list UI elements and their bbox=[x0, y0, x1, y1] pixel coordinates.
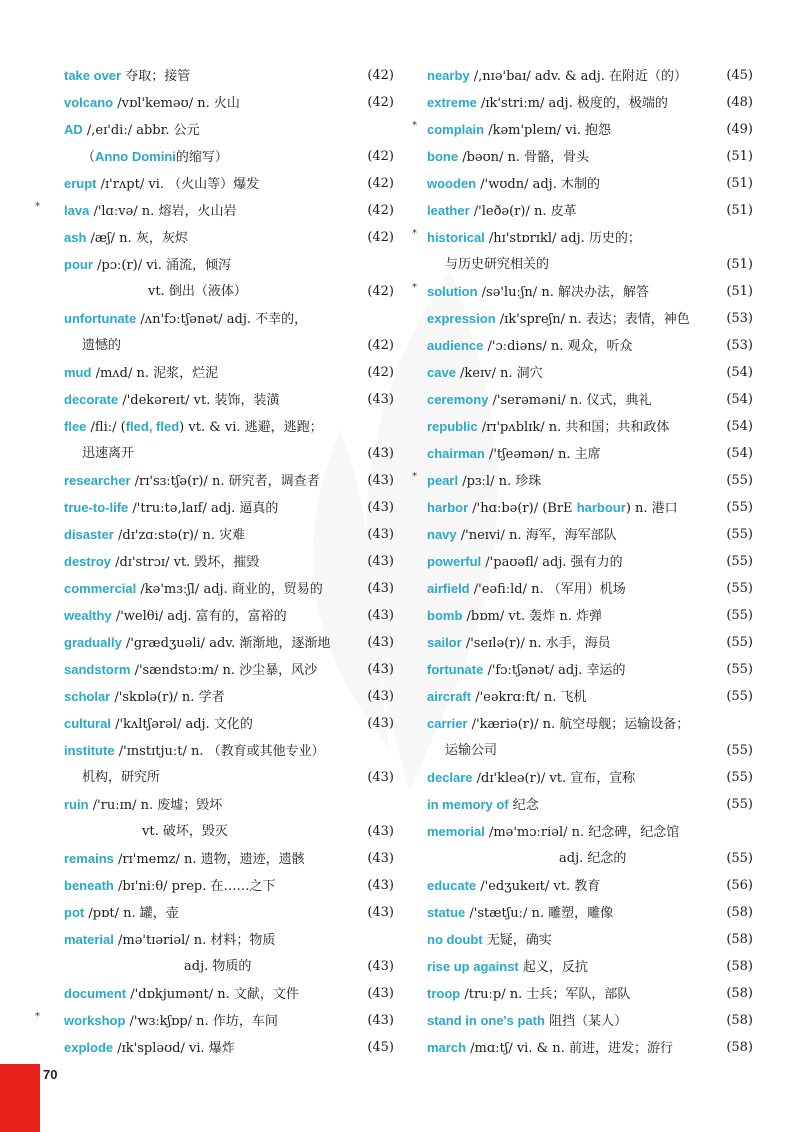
entry-definition: /'stætʃuː/ n. 雕塑，雕像 bbox=[465, 906, 614, 921]
page-reference: (42) bbox=[367, 338, 394, 353]
page-reference: (43) bbox=[367, 689, 394, 704]
vocabulary-entry bbox=[419, 602, 753, 629]
vocabulary-entry bbox=[42, 872, 394, 899]
entry-definition-tail: ) n. 港口 bbox=[625, 501, 678, 516]
key-word-marker: * bbox=[412, 471, 417, 482]
page-reference: (54) bbox=[726, 365, 753, 380]
entry-definition: 夺取；接管 bbox=[121, 69, 191, 84]
page-reference: (51) bbox=[726, 176, 753, 191]
page-reference: (58) bbox=[726, 1013, 753, 1028]
entry-definition: /ɪk'spləʊd/ vi. 爆炸 bbox=[113, 1041, 235, 1056]
entry-definition: /'ruːɪn/ n. 废墟；毁坏 bbox=[88, 798, 223, 813]
entry-definition-tail: ) vt. & vi. 逃避，逃跑； bbox=[179, 420, 323, 435]
headword: rise up against bbox=[427, 959, 519, 974]
entry-definition: /mʌd/ n. 泥浆，烂泥 bbox=[91, 366, 219, 381]
vocabulary-entry-continuation bbox=[42, 278, 394, 305]
entry-definition: /'ɔːdiəns/ n. 观众，听众 bbox=[483, 339, 633, 354]
page-reference: (43) bbox=[367, 581, 394, 596]
entry-definition: /mə'mɔːriəl/ n. 纪念碑，纪念馆 bbox=[484, 825, 680, 840]
page-reference: (42) bbox=[367, 203, 394, 218]
entry-definition: /mə'tɪəriəl/ n. 材料；物质 bbox=[113, 933, 276, 948]
page-reference: (58) bbox=[726, 959, 753, 974]
vocabulary-entry bbox=[42, 1034, 394, 1061]
headword: researcher bbox=[64, 473, 131, 488]
headword: document bbox=[64, 986, 127, 1001]
entry-definition: /'ɪnstɪtjuːt/ n. （教育或其他专业） bbox=[114, 744, 325, 759]
page-reference: (49) bbox=[726, 122, 753, 137]
vocabulary-entry bbox=[42, 521, 394, 548]
page-reference: (48) bbox=[726, 95, 753, 110]
entry-definition: /dɪ'zɑːstə(r)/ n. 灾难 bbox=[113, 528, 246, 543]
headword: ceremony bbox=[427, 392, 489, 407]
entry-definition: 遗憾的 bbox=[82, 338, 122, 353]
entry-definition: /'welθi/ adj. 富有的，富裕的 bbox=[111, 609, 287, 624]
vocabulary-entry bbox=[419, 629, 753, 656]
headword: powerful bbox=[427, 554, 482, 569]
page-reference: (51) bbox=[726, 149, 753, 164]
page-reference: (42) bbox=[367, 95, 394, 110]
page-reference: (58) bbox=[726, 1040, 753, 1055]
vocabulary-entry bbox=[42, 224, 394, 251]
entry-definition: /'wʊdn/ adj. 木制的 bbox=[476, 177, 600, 192]
headword: no doubt bbox=[427, 932, 483, 947]
headword: decorate bbox=[64, 392, 119, 407]
entry-definition: 阻挡（某人） bbox=[544, 1014, 628, 1029]
page-reference: (58) bbox=[726, 986, 753, 1001]
headword: commercial bbox=[64, 581, 137, 596]
entry-definition: 的缩写） bbox=[175, 150, 228, 165]
vocabulary-entry bbox=[42, 737, 394, 764]
entry-definition: vt. 倒出（液体） bbox=[148, 284, 247, 299]
vocabulary-entry bbox=[419, 1007, 753, 1034]
vocabulary-entry bbox=[35, 197, 394, 224]
page-reference: (43) bbox=[367, 851, 394, 866]
page-reference: (43) bbox=[367, 959, 394, 974]
entry-definition: /keɪv/ n. 洞穴 bbox=[455, 366, 543, 381]
page-reference: (54) bbox=[726, 419, 753, 434]
headword: march bbox=[427, 1040, 467, 1055]
entry-definition: /'lɑːvə/ n. 熔岩，火山岩 bbox=[89, 204, 237, 219]
headword: chairman bbox=[427, 446, 485, 461]
headword: educate bbox=[427, 878, 477, 893]
vocabulary-entry bbox=[419, 359, 753, 386]
entry-definition: /fliː/ ( bbox=[86, 420, 126, 435]
vocabulary-entry bbox=[419, 926, 753, 953]
entry-definition: /'edʒukeɪt/ vt. 教育 bbox=[476, 879, 601, 894]
vocabulary-entry-continuation bbox=[42, 953, 394, 980]
page-reference: (55) bbox=[726, 689, 753, 704]
headword: cultural bbox=[64, 716, 111, 731]
page-reference: (55) bbox=[726, 743, 753, 758]
headword: wealthy bbox=[64, 608, 112, 623]
vocabulary-entry bbox=[42, 656, 394, 683]
entry-definition: /,nɪə'baɪ/ adv. & adj. 在附近（的） bbox=[469, 69, 688, 84]
entry-definition: 起义，反抗 bbox=[518, 960, 588, 975]
entry-definition: /pɜːl/ n. 珍珠 bbox=[458, 474, 542, 489]
vocabulary-entry bbox=[412, 467, 753, 494]
entry-definition: vt. 破坏，毁灭 bbox=[142, 824, 228, 839]
entry-definition: /'neɪvi/ n. 海军，海军部队 bbox=[456, 528, 617, 543]
entry-definition: /bɪ'niːθ/ prep. 在……之下 bbox=[113, 879, 276, 894]
vocabulary-entry bbox=[419, 818, 753, 845]
headword: leather bbox=[427, 203, 470, 218]
vocabulary-entry bbox=[42, 89, 394, 116]
page-reference: (43) bbox=[367, 392, 394, 407]
entry-definition: /ʌn'fɔːtʃənət/ adj. 不幸的， bbox=[136, 312, 308, 327]
page-reference: (42) bbox=[367, 176, 394, 191]
page-reference: (58) bbox=[726, 905, 753, 920]
entry-definition: /rɪ'sɜːtʃə(r)/ n. 研究者，调查者 bbox=[130, 474, 320, 489]
vocabulary-entry bbox=[42, 980, 394, 1007]
vocabulary-entry bbox=[419, 953, 753, 980]
vocabulary-entry bbox=[42, 683, 394, 710]
headword: troop bbox=[427, 986, 461, 1001]
page-reference: (53) bbox=[726, 338, 753, 353]
page-reference: (55) bbox=[726, 770, 753, 785]
headword: AD bbox=[64, 122, 83, 137]
vocabulary-entry bbox=[419, 89, 753, 116]
headword: republic bbox=[427, 419, 478, 434]
page-reference: (43) bbox=[367, 608, 394, 623]
vocabulary-entry bbox=[419, 683, 753, 710]
headword: volcano bbox=[64, 95, 114, 110]
vocabulary-entry bbox=[419, 197, 753, 224]
vocabulary-entry bbox=[419, 305, 753, 332]
headword: airfield bbox=[427, 581, 470, 596]
key-word-marker: * bbox=[35, 1011, 40, 1022]
vocabulary-entry bbox=[419, 764, 753, 791]
headword: take over bbox=[64, 68, 122, 83]
vocabulary-entry bbox=[42, 926, 394, 953]
vocabulary-entry-continuation bbox=[419, 737, 753, 764]
page-reference: (45) bbox=[726, 68, 753, 83]
headword: nearby bbox=[427, 68, 470, 83]
page-reference: (55) bbox=[726, 581, 753, 596]
entry-definition: 迅速离开 bbox=[82, 446, 135, 461]
entry-definition: /ɪk'striːm/ adj. 极度的，极端的 bbox=[476, 96, 668, 111]
entry-definition: /'kʌltʃərəl/ adj. 文化的 bbox=[110, 717, 253, 732]
entry-definition: /,eɪ'diː/ abbr. 公元 bbox=[82, 123, 200, 138]
headword: ash bbox=[64, 230, 87, 245]
headword: pearl bbox=[427, 473, 459, 488]
headword: workshop bbox=[64, 1013, 126, 1028]
headword: lava bbox=[64, 203, 90, 218]
vocabulary-entry bbox=[419, 440, 753, 467]
key-word-marker: * bbox=[412, 282, 417, 293]
vocabulary-entry bbox=[42, 575, 394, 602]
page-reference: (55) bbox=[726, 797, 753, 812]
vocabulary-entry bbox=[419, 980, 753, 1007]
page-reference: (55) bbox=[726, 500, 753, 515]
vocabulary-entry bbox=[412, 278, 753, 305]
page-reference: (43) bbox=[367, 986, 394, 1001]
entry-definition: /'dɒkjumənt/ n. 文献，文件 bbox=[126, 987, 299, 1002]
headword: extreme bbox=[427, 95, 477, 110]
vocabulary-entry bbox=[419, 143, 753, 170]
vocabulary-entry bbox=[419, 170, 753, 197]
vocabulary-entry-continuation bbox=[42, 818, 394, 845]
headword: harbor bbox=[427, 500, 469, 515]
page-reference: (55) bbox=[726, 608, 753, 623]
page-reference: (51) bbox=[726, 257, 753, 272]
headword: statue bbox=[427, 905, 466, 920]
page-reference: (43) bbox=[367, 770, 394, 785]
key-word-marker: * bbox=[35, 201, 40, 212]
headword: wooden bbox=[427, 176, 477, 191]
headword: Anno Domini bbox=[95, 149, 176, 164]
headword: stand in one's path bbox=[427, 1013, 545, 1028]
vocabulary-entry bbox=[42, 305, 394, 332]
page-reference: (43) bbox=[367, 1013, 394, 1028]
headword: declare bbox=[427, 770, 473, 785]
vocabulary-entry bbox=[42, 710, 394, 737]
entry-definition: /'eəfiːld/ n. （军用）机场 bbox=[469, 582, 626, 597]
vocabulary-entry bbox=[419, 62, 753, 89]
vocabulary-entry bbox=[42, 116, 394, 143]
vocabulary-entry bbox=[42, 791, 394, 818]
vocabulary-entry bbox=[419, 899, 753, 926]
entry-definition: /bɒm/ vt. 轰炸 n. 炸弹 bbox=[462, 609, 602, 624]
vocabulary-entry-continuation bbox=[419, 845, 753, 872]
headword: disaster bbox=[64, 527, 114, 542]
entry-definition: /bəʊn/ n. 骨骼，骨头 bbox=[458, 150, 590, 165]
page-reference: (55) bbox=[726, 554, 753, 569]
headword: sailor bbox=[427, 635, 462, 650]
vocabulary-entry bbox=[419, 575, 753, 602]
vocabulary-entry-continuation bbox=[42, 764, 394, 791]
page-reference: (54) bbox=[726, 392, 753, 407]
entry-definition: /'tʃeəmən/ n. 主席 bbox=[484, 447, 601, 462]
key-word-marker: * bbox=[412, 120, 417, 131]
vocabulary-entry-continuation bbox=[419, 251, 753, 278]
page-reference: (42) bbox=[367, 284, 394, 299]
entry-definition: /'seɪlə(r)/ n. 水手，海员 bbox=[461, 636, 611, 651]
vocabulary-entry bbox=[42, 899, 394, 926]
vocabulary-entry bbox=[42, 602, 394, 629]
entry-definition: /'sændstɔːm/ n. 沙尘暴，风沙 bbox=[130, 663, 318, 678]
page-reference: (43) bbox=[367, 635, 394, 650]
entry-definition: /'hɑːbə(r)/ (BrE bbox=[468, 501, 577, 516]
headword: in memory of bbox=[427, 797, 509, 812]
headword: bone bbox=[427, 149, 459, 164]
entry-definition: /'leðə(r)/ n. 皮革 bbox=[469, 204, 577, 219]
vocabulary-entry bbox=[412, 116, 753, 143]
entry-definition: 机构，研究所 bbox=[82, 770, 161, 785]
entry-definition: /'eəkrɑːft/ n. 飞机 bbox=[471, 690, 587, 705]
headword: cave bbox=[427, 365, 456, 380]
headword: aircraft bbox=[427, 689, 472, 704]
headword: destroy bbox=[64, 554, 111, 569]
headword: flee bbox=[64, 419, 87, 434]
entry-definition: /'wɜːkʃɒp/ n. 作坊，车间 bbox=[125, 1014, 278, 1029]
entry-definition: /hɪ'stɒrɪkl/ adj. 历史的； bbox=[484, 231, 641, 246]
vocabulary-entry bbox=[419, 386, 753, 413]
page-reference: (54) bbox=[726, 446, 753, 461]
headword-variant: fled, fled bbox=[125, 419, 180, 434]
entry-bracket: （ bbox=[82, 150, 96, 165]
page-reference: (55) bbox=[726, 527, 753, 542]
page-reference: (43) bbox=[367, 662, 394, 677]
page-reference: (43) bbox=[367, 878, 394, 893]
entry-definition: /sə'luːʃn/ n. 解决办法，解答 bbox=[477, 285, 649, 300]
vocabulary-entry bbox=[419, 710, 753, 737]
headword: remains bbox=[64, 851, 114, 866]
page-reference: (42) bbox=[367, 149, 394, 164]
vocabulary-entry bbox=[419, 872, 753, 899]
vocabulary-entry bbox=[42, 143, 394, 170]
vocabulary-entry bbox=[419, 521, 753, 548]
page-reference: (42) bbox=[367, 68, 394, 83]
headword: pour bbox=[64, 257, 93, 272]
vocabulary-entry bbox=[419, 656, 753, 683]
vocabulary-entry bbox=[42, 548, 394, 575]
page-reference: (43) bbox=[367, 716, 394, 731]
entry-definition: /'kæriə(r)/ n. 航空母舰；运输设备； bbox=[467, 717, 690, 732]
page-reference: (43) bbox=[367, 554, 394, 569]
page-reference: (51) bbox=[726, 284, 753, 299]
entry-definition: /truːp/ n. 士兵；军队，部队 bbox=[460, 987, 631, 1002]
page-reference: (43) bbox=[367, 905, 394, 920]
vocabulary-entry bbox=[419, 332, 753, 359]
vocabulary-entry bbox=[42, 467, 394, 494]
entry-definition: 纪念 bbox=[508, 798, 539, 813]
entry-definition: 运输公司 bbox=[445, 743, 498, 758]
page-reference: (43) bbox=[367, 446, 394, 461]
headword: mud bbox=[64, 365, 92, 380]
headword: sandstorm bbox=[64, 662, 131, 677]
page-reference: (55) bbox=[726, 662, 753, 677]
headword: solution bbox=[427, 284, 478, 299]
page-reference: (55) bbox=[726, 473, 753, 488]
headword: fortunate bbox=[427, 662, 484, 677]
page-reference: (56) bbox=[726, 878, 753, 893]
entry-definition: /kəm'pleɪn/ vi. 抱怨 bbox=[484, 123, 612, 138]
page-reference: (43) bbox=[367, 527, 394, 542]
entry-definition: /'truːtə,laɪf/ adj. 逼真的 bbox=[128, 501, 279, 516]
vocabulary-entry bbox=[419, 791, 753, 818]
headword: gradually bbox=[64, 635, 122, 650]
vocabulary-entry bbox=[42, 62, 394, 89]
page-reference: (42) bbox=[367, 230, 394, 245]
entry-definition: /mɑːtʃ/ vi. & n. 前进，进发；游行 bbox=[466, 1041, 673, 1056]
entry-definition: /rɪ'pʌblɪk/ n. 共和国；共和政体 bbox=[477, 420, 670, 435]
entry-definition: 与历史研究相关的 bbox=[445, 257, 550, 272]
page-reference: (45) bbox=[367, 1040, 394, 1055]
vocabulary-entry bbox=[42, 494, 394, 521]
entry-definition: /'paʊəfl/ adj. 强有力的 bbox=[481, 555, 623, 570]
vocabulary-entry-continuation bbox=[42, 332, 394, 359]
entry-definition: /'skɒlə(r)/ n. 学者 bbox=[110, 690, 225, 705]
entry-definition: /ɪk'spreʃn/ n. 表达；表情，神色 bbox=[495, 312, 690, 327]
headword: historical bbox=[427, 230, 485, 245]
headword: unfortunate bbox=[64, 311, 137, 326]
vocabulary-entry bbox=[419, 494, 753, 521]
entry-definition: adj. 物质的 bbox=[184, 959, 252, 974]
entry-definition: /æʃ/ n. 灰，灰烬 bbox=[86, 231, 188, 246]
page-reference: (42) bbox=[367, 365, 394, 380]
vocabulary-entry bbox=[419, 1034, 753, 1061]
entry-definition: /dɪ'kleə(r)/ vt. 宣布，宣称 bbox=[472, 771, 636, 786]
vocabulary-column-right bbox=[412, 62, 753, 1061]
vocabulary-entry bbox=[42, 170, 394, 197]
page-corner-tab bbox=[0, 1064, 40, 1132]
page-reference: (55) bbox=[726, 635, 753, 650]
entry-definition: /dɪ'strɔɪ/ vt. 毁坏，摧毁 bbox=[110, 555, 260, 570]
page-reference: (55) bbox=[726, 851, 753, 866]
vocabulary-entry bbox=[419, 548, 753, 575]
headword: explode bbox=[64, 1040, 114, 1055]
headword: material bbox=[64, 932, 114, 947]
entry-definition: /pɔː(r)/ vi. 涌流，倾泻 bbox=[92, 258, 232, 273]
vocabulary-entry bbox=[35, 1007, 394, 1034]
headword: true-to-life bbox=[64, 500, 129, 515]
vocabulary-entry-continuation bbox=[42, 440, 394, 467]
headword: beneath bbox=[64, 878, 114, 893]
headword: erupt bbox=[64, 176, 97, 191]
entry-definition: /'serəməni/ n. 仪式，典礼 bbox=[488, 393, 652, 408]
entry-definition: /'grædʒuəli/ adv. 渐渐地，逐渐地 bbox=[121, 636, 331, 651]
headword: navy bbox=[427, 527, 457, 542]
page-reference: (43) bbox=[367, 473, 394, 488]
vocabulary-entry bbox=[42, 629, 394, 656]
entry-definition: /pɒt/ n. 罐，壶 bbox=[84, 906, 179, 921]
page-reference: (43) bbox=[367, 824, 394, 839]
headword: carrier bbox=[427, 716, 468, 731]
vocabulary-entry bbox=[412, 224, 753, 251]
vocabulary-entry bbox=[42, 359, 394, 386]
page-reference: (53) bbox=[726, 311, 753, 326]
vocabulary-entry bbox=[42, 251, 394, 278]
key-word-marker: * bbox=[412, 228, 417, 239]
entry-definition: adj. 纪念的 bbox=[559, 851, 627, 866]
headword: complain bbox=[427, 122, 485, 137]
entry-definition: /vɒl'keməʊ/ n. 火山 bbox=[113, 96, 240, 111]
entry-definition: /rɪ'memz/ n. 遗物，遗迹，遗骸 bbox=[113, 852, 305, 867]
headword: ruin bbox=[64, 797, 89, 812]
page-reference: (51) bbox=[726, 203, 753, 218]
headword: pot bbox=[64, 905, 85, 920]
headword: expression bbox=[427, 311, 496, 326]
vocabulary-entry bbox=[42, 386, 394, 413]
vocabulary-entry bbox=[42, 845, 394, 872]
entry-definition: /'fɔːtʃənət/ adj. 幸运的 bbox=[483, 663, 626, 678]
vocabulary-entry bbox=[419, 413, 753, 440]
headword-variant: harbour bbox=[576, 500, 626, 515]
page-reference: (43) bbox=[367, 500, 394, 515]
headword: memorial bbox=[427, 824, 485, 839]
page-reference: (58) bbox=[726, 932, 753, 947]
headword: institute bbox=[64, 743, 115, 758]
headword: scholar bbox=[64, 689, 111, 704]
page-number: 70 bbox=[43, 1067, 58, 1082]
entry-definition: 无疑，确实 bbox=[482, 933, 552, 948]
entry-definition: /ɪ'rʌpt/ vi. （火山等）爆发 bbox=[96, 177, 260, 192]
entry-definition: /'dekəreɪt/ vt. 装饰，装潢 bbox=[118, 393, 280, 408]
vocabulary-entry bbox=[42, 413, 394, 440]
headword: audience bbox=[427, 338, 484, 353]
entry-definition: /kə'mɜːʃl/ adj. 商业的，贸易的 bbox=[136, 582, 323, 597]
headword: bomb bbox=[427, 608, 463, 623]
vocabulary-column-left bbox=[35, 62, 394, 1061]
